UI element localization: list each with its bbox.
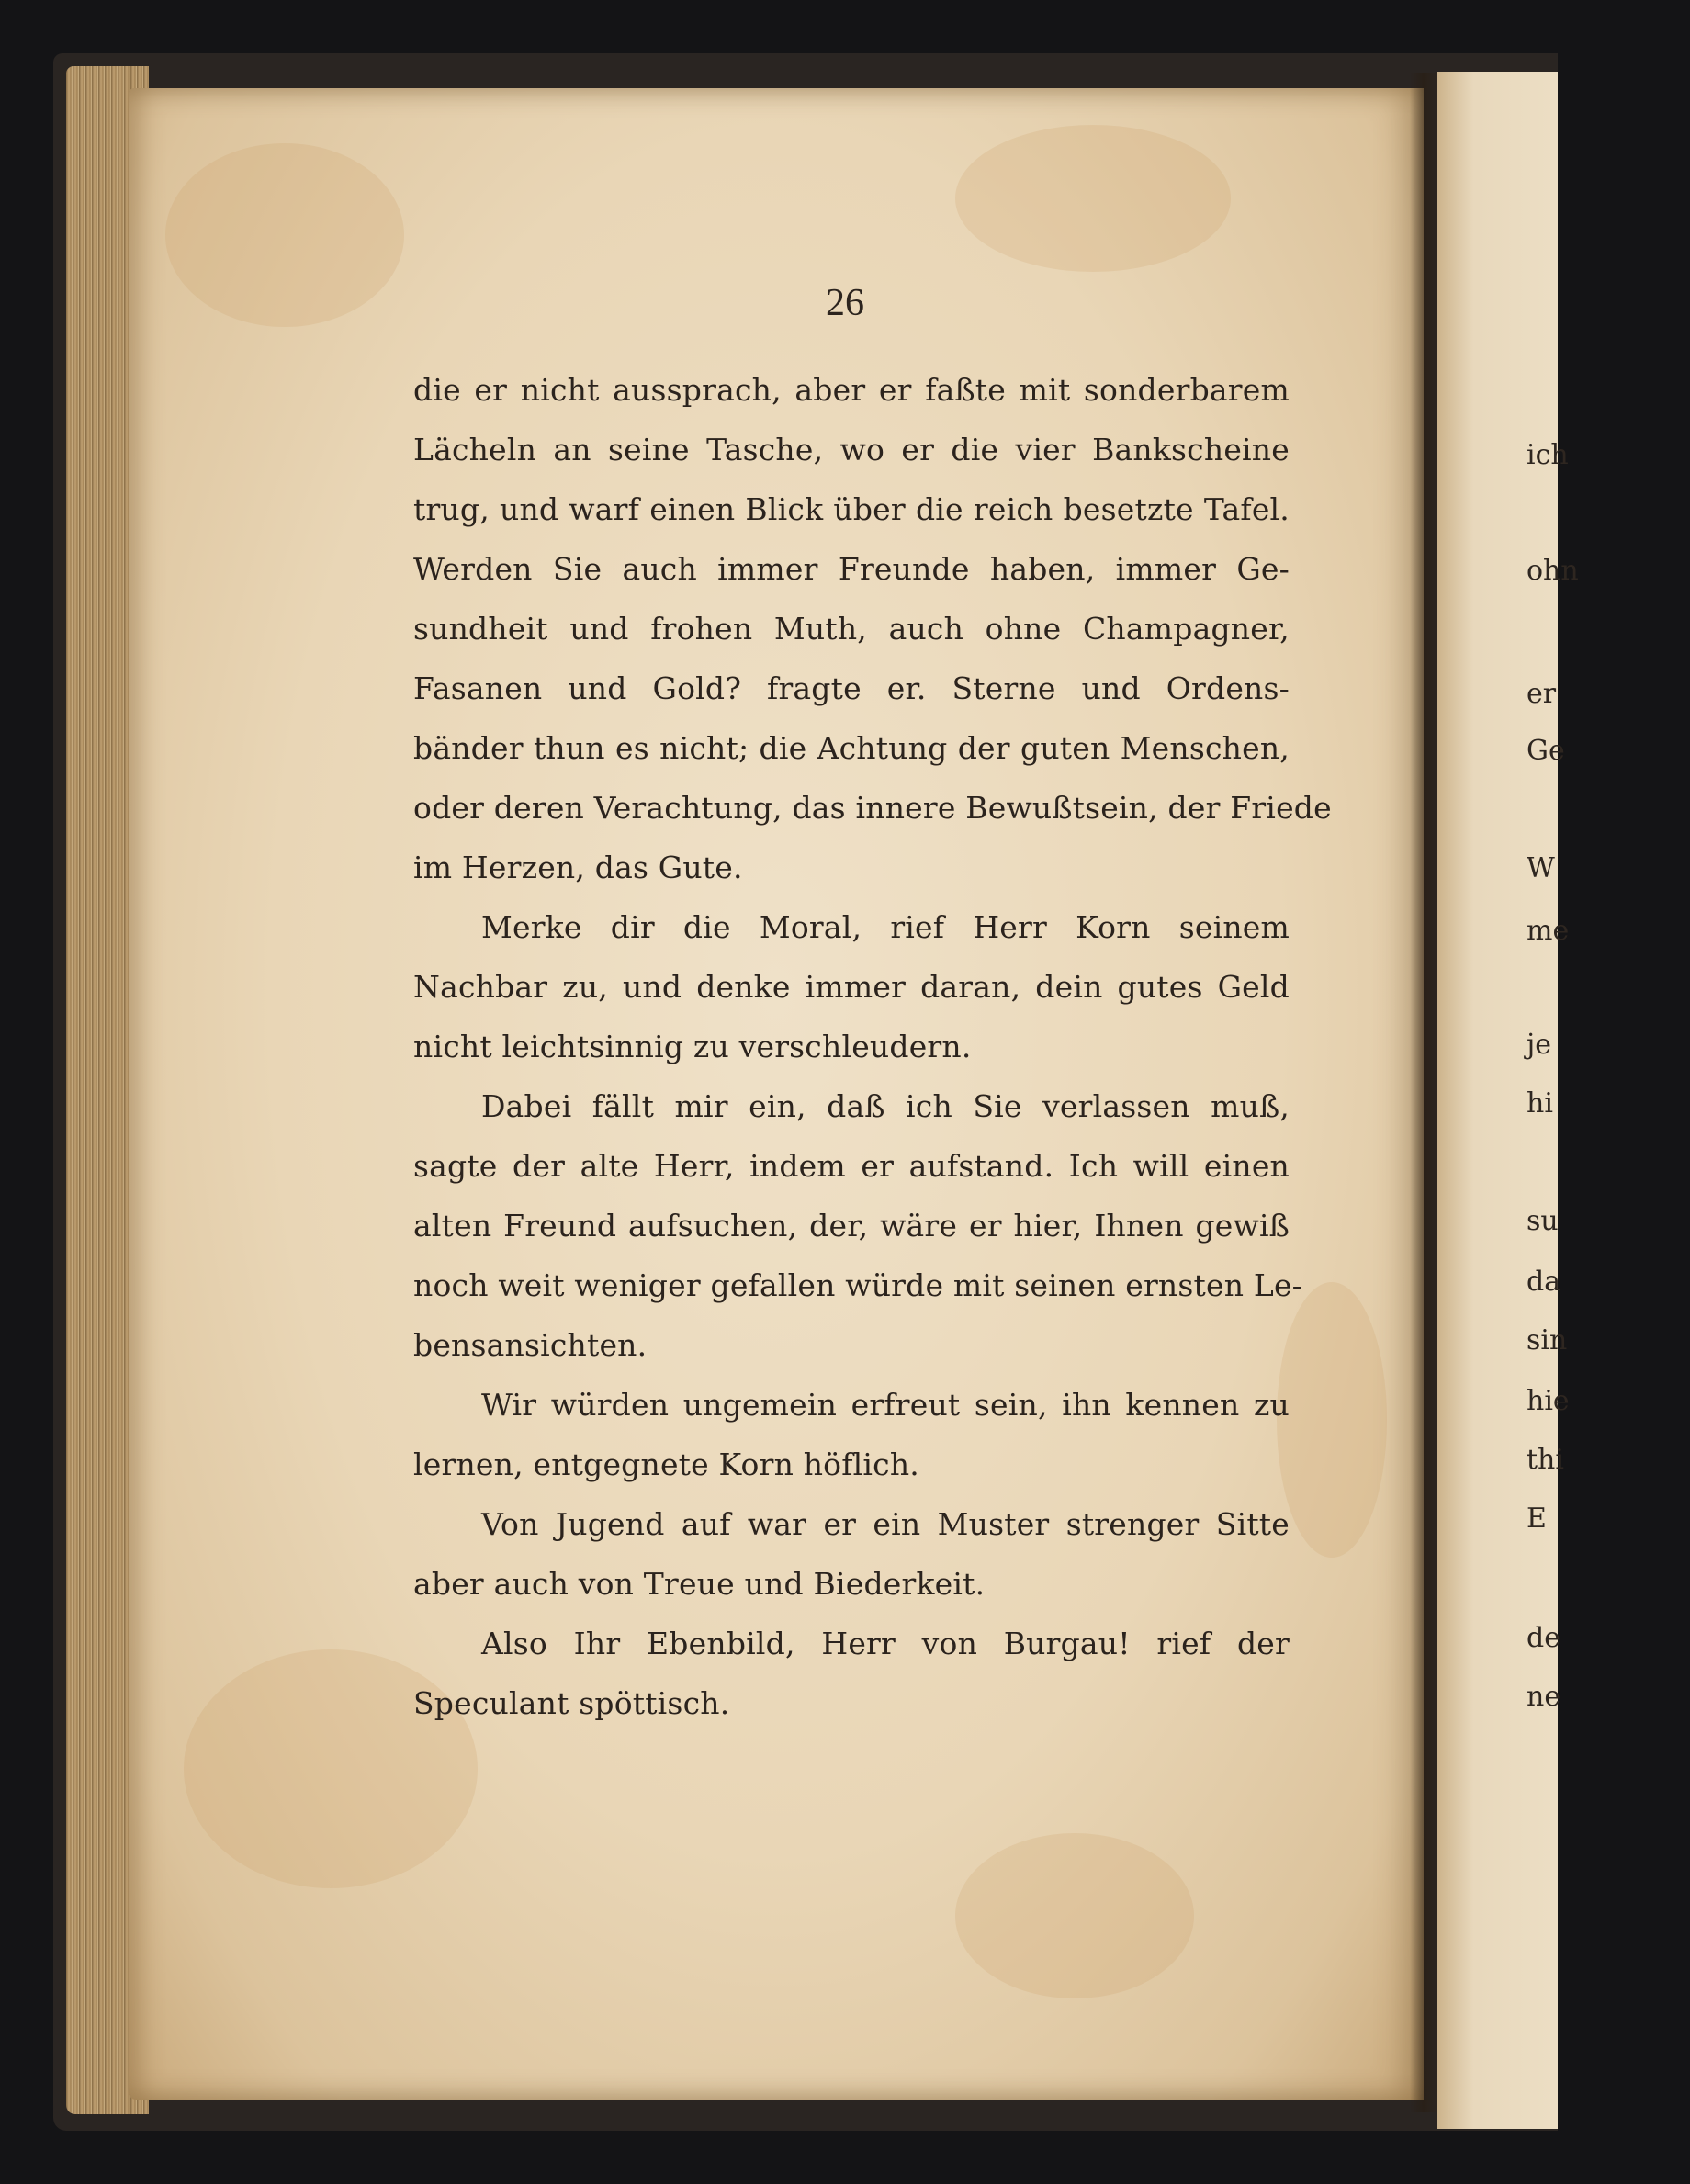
facing-page-fragment: je [1527, 1029, 1552, 1061]
text-line: Von Jugend auf war er ein Muster strenger Sitte [481, 1506, 1290, 1542]
text-line: alten Freund aufsuchen, der, wäre er hier, Ihnen gewiß [413, 1208, 1290, 1244]
text-line: Werden Sie auch immer Freunde haben, immer Ge- [413, 551, 1290, 587]
facing-page-fragment: Ge [1527, 735, 1565, 767]
facing-page-fragment: thi [1527, 1444, 1564, 1476]
text-line: Lächeln an seine Tasche, wo er die vier Bankscheine [413, 432, 1290, 467]
facing-page-fragment: de [1527, 1622, 1560, 1654]
text-line: Wir würden ungemein erfreut sein, ihn kennen zu [481, 1387, 1290, 1423]
text-line: trug, und warf einen Blick über die reich besetzte Tafel. [413, 491, 1290, 527]
text-line: Fasanen und Gold? fragte er. Sterne und Ordens- [413, 670, 1290, 706]
text-line: bensansichten. [413, 1327, 648, 1363]
text-line: oder deren Verachtung, das innere Bewußtsein, der Friede [413, 790, 1332, 826]
text-line: nicht leichtsinnig zu verschleudern. [413, 1029, 972, 1064]
text-line: lernen, entgegnete Korn höflich. [413, 1447, 919, 1482]
gutter-shadow [1410, 73, 1437, 2112]
facing-page-fragment: ne [1527, 1681, 1561, 1713]
text-line: Speculant spöttisch. [413, 1685, 730, 1721]
text-line: Nachbar zu, und denke immer daran, dein gutes Geld [413, 969, 1290, 1005]
text-line: Merke dir die Moral, rief Herr Korn seinem [481, 909, 1290, 945]
facing-page-fragment: hie [1527, 1385, 1570, 1417]
paper-stain [1277, 1282, 1387, 1558]
facing-page-fragment: su [1527, 1205, 1559, 1237]
text-line: sundheit und frohen Muth, auch ohne Champagner, [413, 611, 1290, 647]
paper-stain [165, 143, 404, 327]
facing-page-fragment: ohn [1527, 555, 1579, 587]
paper-stain [955, 125, 1231, 272]
text-line: aber auch von Treue und Biederkeit. [413, 1566, 986, 1602]
text-line: im Herzen, das Gute. [413, 850, 743, 885]
text-line: sagte der alte Herr, indem er aufstand. Ich will einen [413, 1148, 1290, 1184]
facing-page-fragment: da [1527, 1266, 1561, 1298]
page-number: 26 [826, 282, 864, 324]
facing-page-fragment: sin [1527, 1324, 1568, 1357]
facing-page-fragment: W [1527, 852, 1555, 884]
facing-page-fragment: er [1527, 678, 1557, 710]
text-line: Dabei fällt mir ein, daß ich Sie verlassen muß, [481, 1088, 1290, 1124]
facing-page-fragment: ich [1527, 439, 1569, 471]
facing-page-fragment: hi [1527, 1087, 1553, 1120]
text-line: die er nicht aussprach, aber er faßte mit sonderbarem [413, 372, 1290, 408]
body-text [413, 360, 1332, 1733]
text-line: noch weit weniger gefallen würde mit seinen ernsten Le- [413, 1267, 1303, 1303]
text-line: Also Ihr Ebenbild, Herr von Burgau! rief der [481, 1626, 1290, 1661]
text-line: bänder thun es nicht; die Achtung der guten Menschen, [413, 730, 1290, 766]
paper-stain [955, 1833, 1194, 1998]
facing-page-fragment: E [1527, 1503, 1547, 1535]
facing-page-fragment: me [1527, 915, 1570, 947]
